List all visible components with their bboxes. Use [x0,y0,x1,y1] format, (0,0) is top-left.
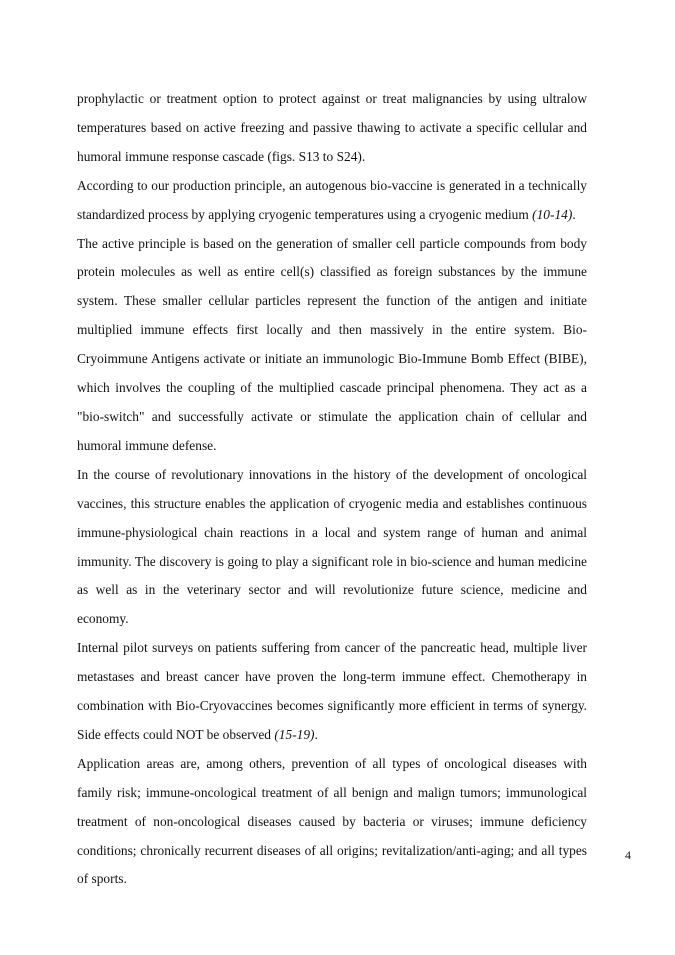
body-text [77,85,587,894]
paragraph-text: Application areas are, among others, prevention of all types of oncological diseases with family risk; immune-oncological treatment of all benign and malign tumors; immunological treatment of non-oncological diseases caused by bacteria or viruses; immune deficiency conditions; chronically recurrent diseases of all origins; revitalization/anti-aging; and all types of sports. [77,755,587,887]
page-number: 4 [625,848,631,862]
paragraph-continuation [77,85,587,172]
citation: (15-19) [274,726,315,742]
paragraph-tail: . [572,206,576,222]
citation: (10-14) [532,206,573,222]
paragraph-text: prophylactic or treatment option to protect against or treat malignancies by using ultralow temperatures based on active freezing and passive thawing to activate a specific cellular and humoral immune response cascade (figs. S13 to S24). [77,91,587,164]
paragraph-innovations [77,461,587,634]
paragraph-production-principle [77,172,587,230]
paragraph-tail: . [314,726,318,742]
paragraph-text: According to our production principle, an autogenous bio-vaccine is generated in a technically standardized process by applying cryogenic temperatures using a cryogenic medium [77,177,587,222]
paragraph-text: In the course of revolutionary innovations in the history of the development of oncological vaccines, this structure enables the application of cryogenic media and establishes continuous immune-physiological chain reactions in a local and system range of human and animal immunity. The discovery is going to play a significant role in bio-science and human medicine as well as in the veterinary sector and will revolutionize future science, medicine and economy. [77,466,587,627]
paragraph-application-areas [77,750,587,895]
paragraph-active-principle [77,230,587,461]
paragraph-pilot-surveys [77,634,587,750]
paragraph-text: Internal pilot surveys on patients suffering from cancer of the pancreatic head, multiple liver metastases and breast cancer have proven the long-term immune effect. Chemotherapy in combination with Bio-Cryovaccines becomes significantly more efficient in terms of synergy. Side effects could NOT be observed [77,640,587,742]
paragraph-text: The active principle is based on the generation of smaller cell particle compounds from body protein molecules as well as entire cell(s) classified as foreign substances by the immune system. These smaller cellular particles represent the function of the antigen and initiate multiplied immune effects first locally and then massively in the entire system. Bio-Cryoimmune Antigens activate or initiate an immunologic Bio-Immune Bomb Effect (BIBE), which involves the coupling of the multiplied cascade principal phenomena. They act as a "bio-switch" and successfully activate or stimulate the application chain of cellular and humoral immune defense. [77,235,587,453]
